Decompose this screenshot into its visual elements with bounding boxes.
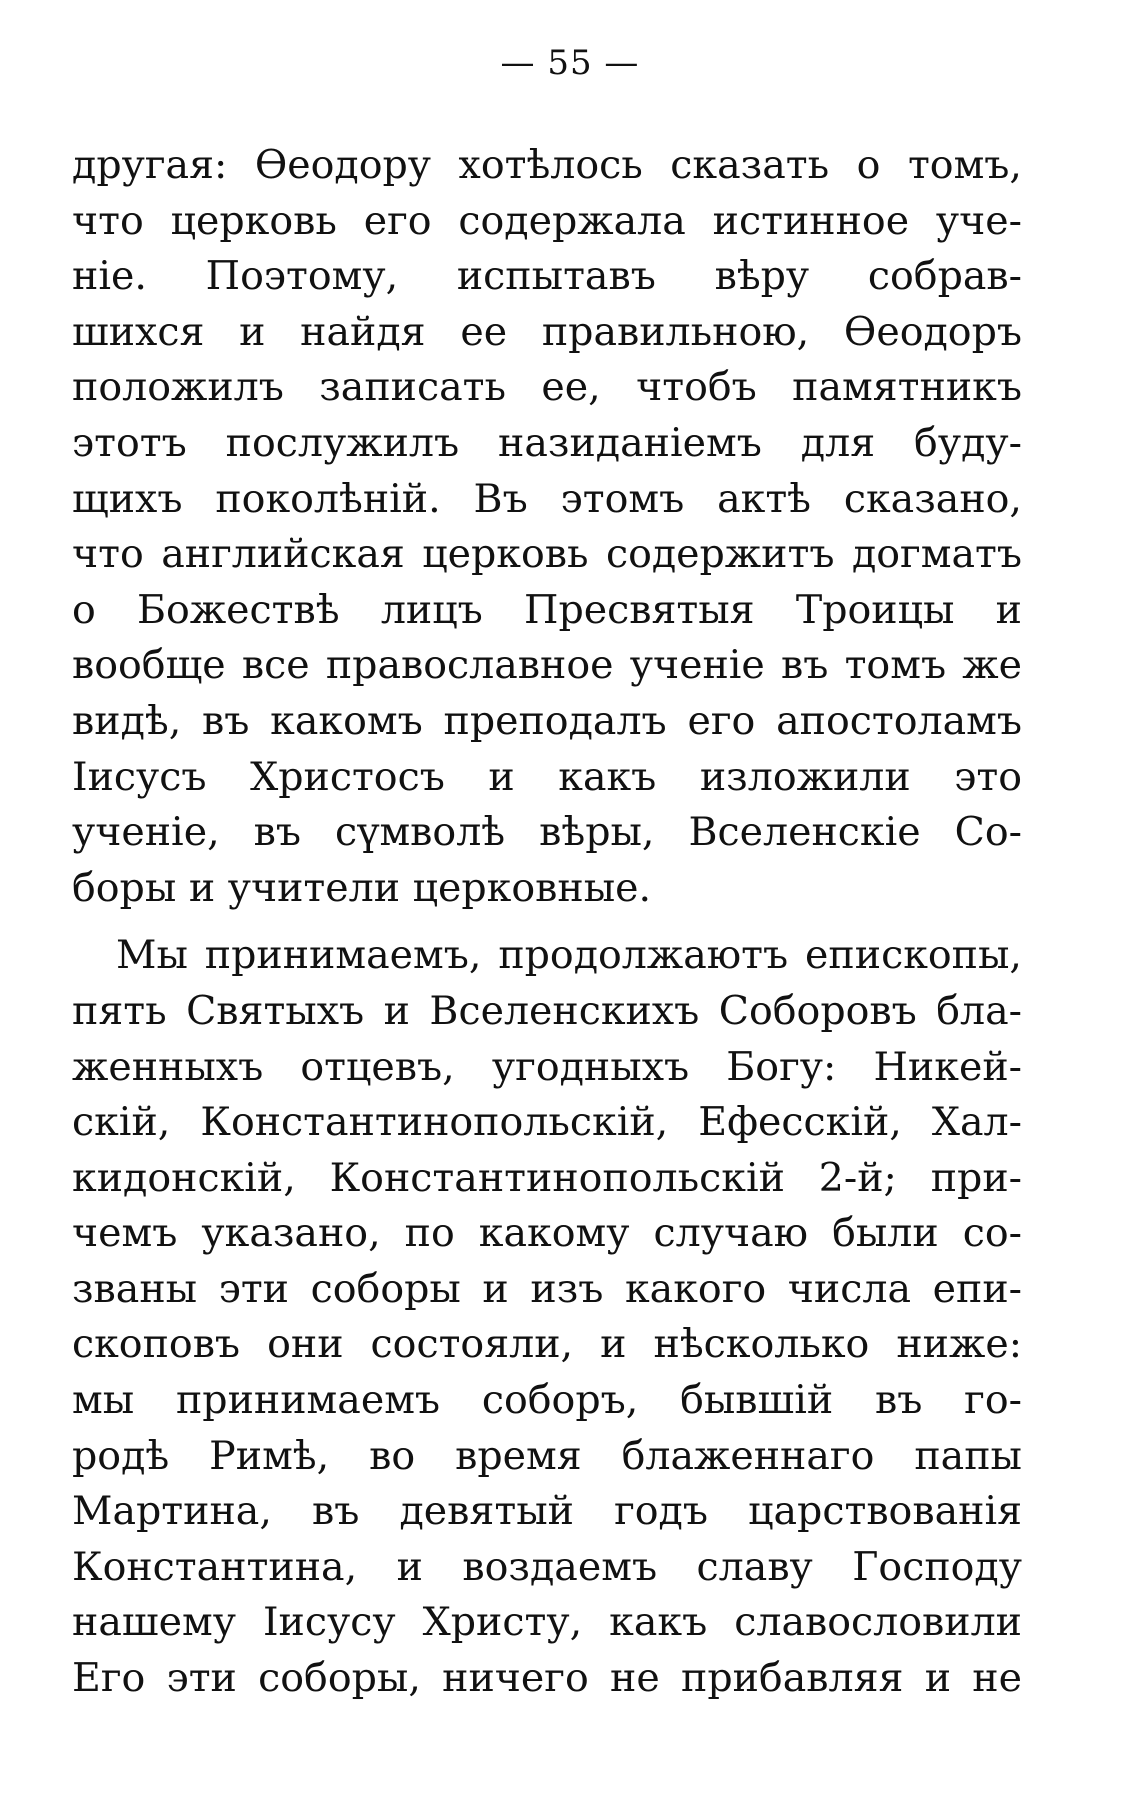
text-line: родѣ Римѣ, во время блаженнаго папы: [72, 1432, 1022, 1479]
text-line: скоповъ они состояли, и нѣсколько ниже:: [72, 1321, 1022, 1368]
text-line: мы принимаемъ соборъ, бывшій въ го-: [72, 1377, 1022, 1424]
text-line: шихся и найдя ее правильною, Ѳеодоръ: [72, 308, 1022, 355]
text-line: скій, Константинопольскій, Ефесскій, Хал-: [72, 1099, 1022, 1146]
text-line: боры и учители церковные.: [72, 864, 652, 911]
text-line: нашему Іисусу Христу, какъ славословили: [72, 1599, 1022, 1646]
text-line: положилъ записать ее, чтобъ памятникъ: [72, 364, 1022, 411]
text-line: Мартина, въ девятый годъ царствованія: [72, 1488, 1022, 1535]
text-line: ніе. Поэтому, испытавъ вѣру собрав-: [72, 253, 1022, 300]
text-line: чемъ указано, по какому случаю были со-: [72, 1210, 1022, 1257]
text-line: кидонскій, Константинопольскій 2-й; при-: [72, 1154, 1022, 1201]
text-line: о Божествѣ лицъ Пресвятыя Троицы и: [72, 586, 1022, 633]
body-text: [72, 138, 1022, 1707]
text-line: званы эти соборы и изъ какого числа епи-: [72, 1265, 1022, 1312]
text-line: этотъ послужилъ назиданіемъ для буду-: [72, 419, 1022, 466]
text-line: Его эти соборы, ничего не прибавляя и не: [72, 1655, 1022, 1702]
page-number: — 55 —: [500, 43, 640, 83]
paragraph-gap: [72, 916, 1022, 928]
text-line: пять Святыхъ и Вселенскихъ Соборовъ бла-: [72, 987, 1022, 1034]
text-line: щихъ поколѣній. Въ этомъ актѣ сказано,: [72, 475, 1022, 522]
text-line: что церковь его содержала истинное уче-: [72, 197, 1022, 244]
text-line: ученіе, въ сүмволѣ вѣры, Вселенскіе Со-: [72, 809, 1022, 856]
text-line: Мы принимаемъ, продолжаютъ епископы,: [116, 932, 1022, 979]
text-line: видѣ, въ какомъ преподалъ его апостоламъ: [72, 697, 1022, 744]
text-line: Іисусъ Христосъ и какъ изложили это: [72, 753, 1022, 800]
text-line: женныхъ отцевъ, угодныхъ Богу: Никей-: [72, 1043, 1022, 1090]
text-line: другая: Ѳеодору хотѣлось сказать о томъ,: [72, 142, 1022, 188]
text-line: вообще все православное ученіе въ томъ же: [72, 642, 1022, 689]
text-line: Константина, и воздаемъ славу Господу: [72, 1543, 1022, 1590]
text-line: что английская церковь содержитъ догматъ: [72, 531, 1022, 578]
